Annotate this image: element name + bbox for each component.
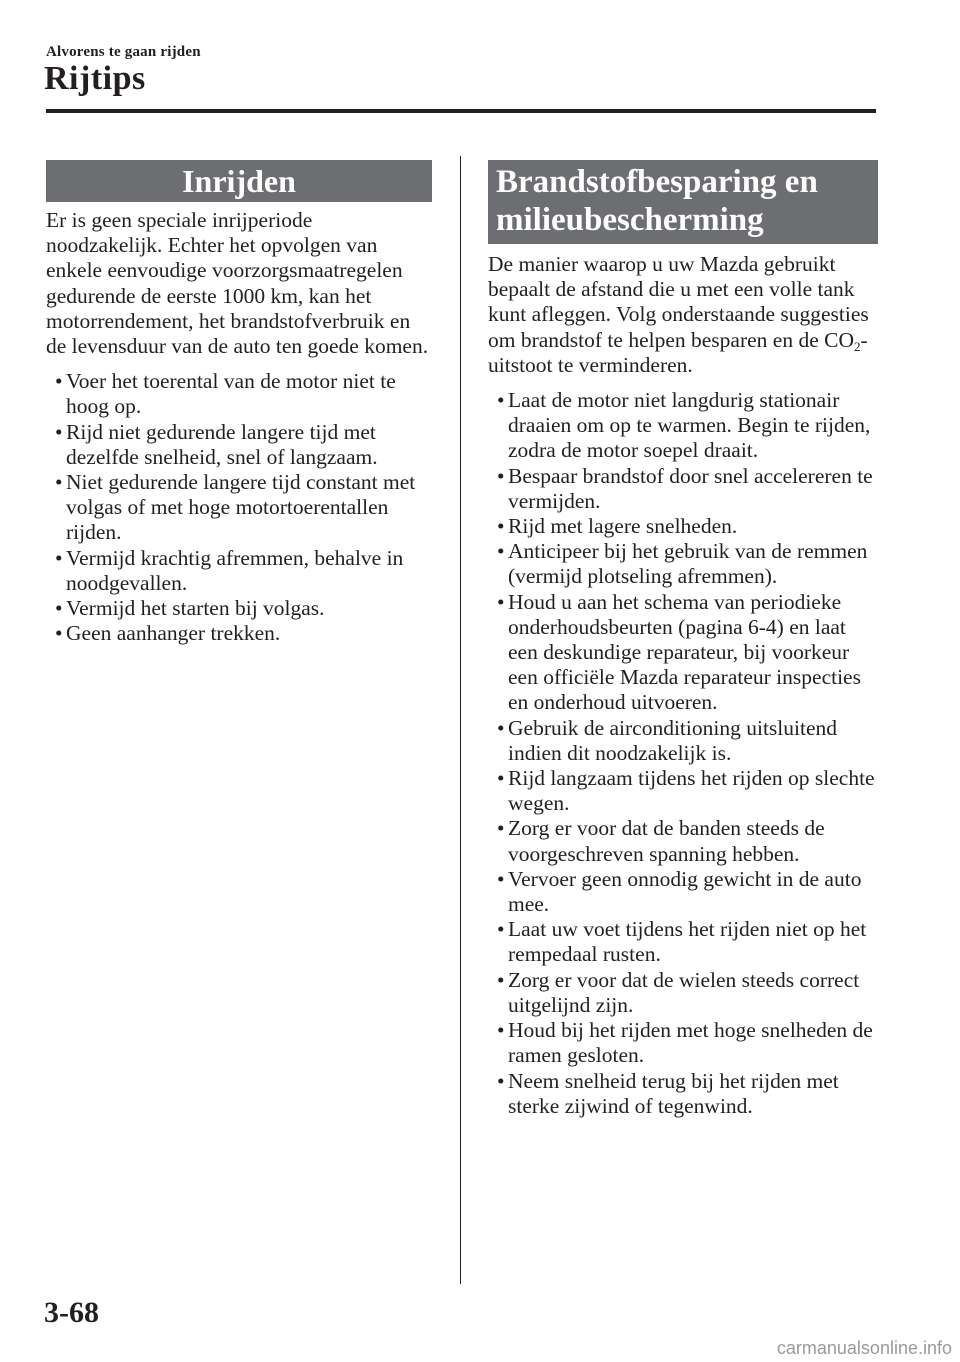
bullet-icon: •	[55, 596, 63, 621]
bullet-icon: •	[497, 1068, 505, 1093]
list-item: • Houd bij het rijden met hoge snelheden de ramen gesloten.	[497, 1018, 873, 1068]
list-item: • Gebruik de airconditioning uitsluitend indien dit noodzakelijk is.	[497, 715, 838, 765]
bullet-icon: •	[497, 463, 505, 488]
bullet-icon: •	[55, 369, 63, 394]
page-number: 3-68	[44, 1296, 99, 1329]
inrijden-column	[46, 160, 432, 646]
list-item: • Bespaar brandstof door snel accelereren te vermijden.	[497, 463, 873, 513]
list-item: • Rijd langzaam tijdens het rijden op slechte wegen.	[497, 766, 875, 816]
list-item: • Zorg er voor dat de wielen steeds correct uitgelijnd zijn.	[497, 967, 860, 1017]
list-item: • Voer het toerental van de motor niet te hoog op.	[55, 369, 396, 419]
brandstof-intro: De manier waarop u uw Mazda gebruikt bepaalt de afstand die u met een volle tank kunt afleggen. Volg onderstaande suggesties om brandstof te helpen besparen en de $CO_2$-uitstoot te verminderen.	[488, 252, 869, 377]
inrijden-intro: Er is geen speciale inrijperiode noodzakelijk. Echter het opvolgen van enkele eenvoudige voorzorgsmaatregelen gedurende de eerste 1000 km, kan het motorrendement, het brandstofverbruik en de levensduur van de auto ten goede komen.	[46, 208, 429, 359]
brandstof-bullet-list	[488, 388, 878, 1119]
brandstof-heading-line1: Brandstofbesparing en	[496, 164, 818, 200]
list-item: • Vervoer geen onnodig gewicht in de auto mee.	[497, 866, 862, 917]
list-item: • Anticipeer bij het gebruik van de remmen (vermijd plotseling afremmen).	[497, 539, 868, 589]
bullet-icon: •	[497, 388, 505, 413]
running-head: Alvorens te gaan rijden	[46, 44, 201, 60]
list-item: • Niet gedurende langere tijd constant met volgas of met hoge motortoerentallen rijden.	[55, 470, 416, 545]
bullet-icon: •	[497, 816, 505, 841]
list-item: • Geen aanhanger trekken.	[55, 621, 281, 646]
column-divider	[460, 156, 461, 1284]
bullet-icon: •	[497, 539, 505, 564]
bullet-icon: •	[497, 514, 505, 539]
list-item: • Neem snelheid terug bij het rijden met sterke zijwind of tegenwind.	[497, 1068, 839, 1118]
inrijden-bullet-list	[46, 369, 432, 646]
header-rule	[46, 109, 876, 113]
bullet-icon: •	[497, 766, 505, 791]
bullet-icon: •	[497, 589, 505, 614]
list-item: • Vermijd krachtig afremmen, behalve in noodgevallen.	[55, 545, 404, 595]
section-title: Rijtips	[44, 60, 146, 97]
bullet-icon: •	[55, 470, 63, 495]
watermark: carmanualsonline.info	[776, 1338, 952, 1358]
co2-subscript: 2	[853, 338, 861, 354]
brandstof-heading-line2: milieubescherming	[496, 202, 764, 238]
list-item: • Rijd met lagere snelheden.	[497, 514, 738, 539]
list-item: • Rijd niet gedurende langere tijd met dezelfde snelheid, snel of langzaam.	[55, 419, 378, 469]
bullet-icon: •	[497, 967, 505, 992]
list-item: • Vermijd het starten bij volgas.	[55, 596, 325, 621]
bullet-icon: •	[497, 715, 505, 740]
list-item: • Laat uw voet tijdens het rijden niet op het rempedaal rusten.	[497, 917, 867, 967]
bullet-icon: •	[55, 419, 63, 444]
bullet-icon: •	[55, 621, 63, 646]
bullet-icon: •	[497, 866, 505, 891]
brandstof-column	[488, 160, 878, 1119]
bullet-icon: •	[497, 917, 505, 942]
list-item: • Zorg er voor dat de banden steeds de voorgeschreven spanning hebben.	[497, 816, 825, 866]
bullet-icon: •	[55, 545, 63, 570]
brandstof-heading	[488, 160, 878, 244]
inrijden-heading: Inrijden	[46, 160, 432, 202]
list-item: • Houd u aan het schema van periodieke onderhoudsbeurten (pagina 6-4) en laat een deskundige reparateur, bij voorkeur een officiële Mazda reparateur inspecties en onderhoud uitvoeren.	[497, 589, 861, 715]
list-item: • Laat de motor niet langdurig stationair draaien om op te warmen. Begin te rijden, zodra de motor soepel draait.	[497, 388, 871, 463]
bullet-icon: •	[497, 1018, 505, 1043]
